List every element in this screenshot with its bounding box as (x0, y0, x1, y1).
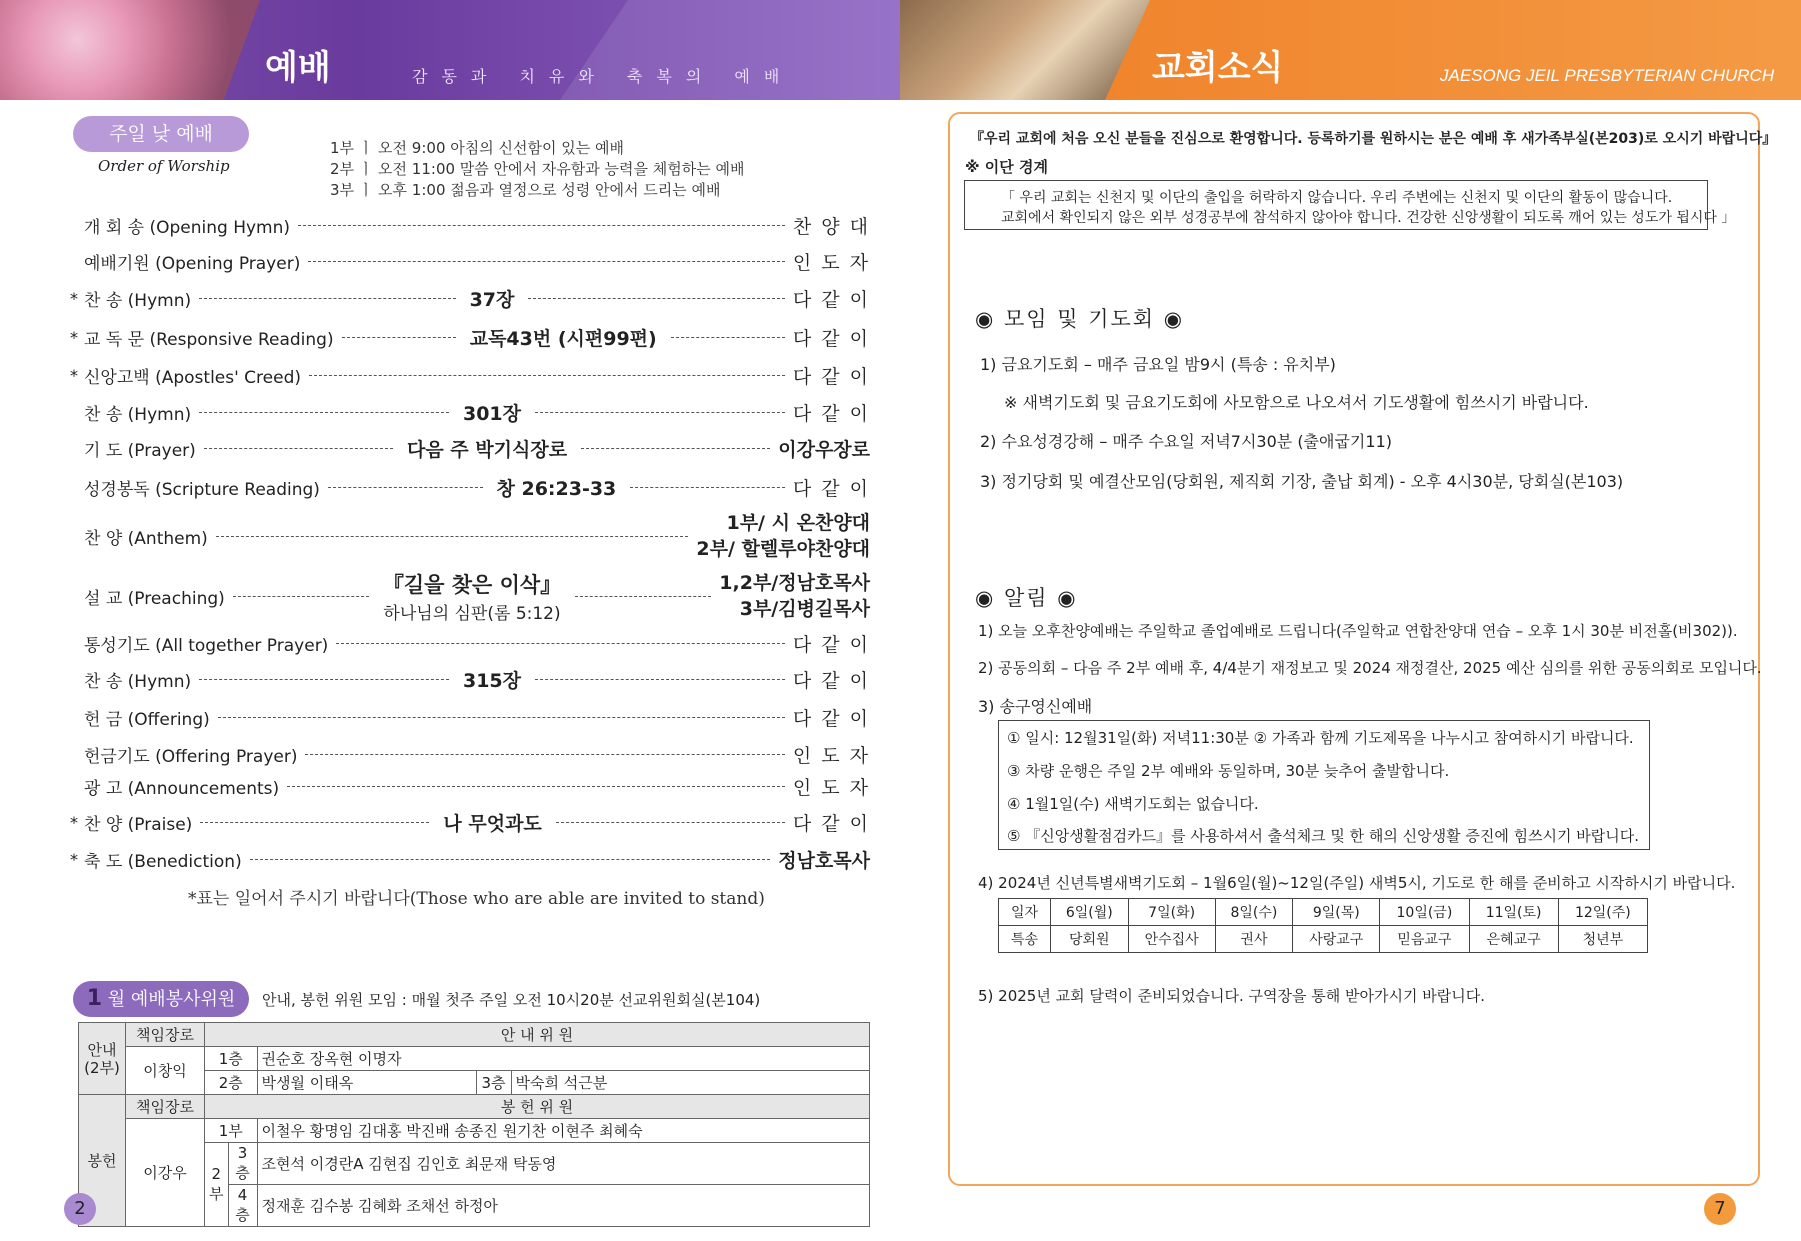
worship-item-name: 찬 양 (Anthem) (84, 528, 208, 549)
guide-head: 안 내 위 원 (205, 1023, 870, 1047)
heresy-line-1: 「 우리 교회는 신천지 및 이단의 출입을 허락하지 않습니다. 우리 주변에는 신천지 및 이단의 활동이 많습니다. (1001, 190, 1673, 206)
schedule-cell: 6일(월) (1050, 899, 1128, 926)
leader-line: 1부/ 시 온찬양대 (726, 512, 870, 534)
leader-dots (671, 337, 785, 338)
standing-note: *표는 일어서 주시기 바랍니다(Those who are able are invited to stand) (188, 889, 765, 909)
right-header-title: 교회소식 (1152, 49, 1284, 87)
leader-dots (199, 679, 449, 680)
part-2-floor-3: 3층 (228, 1143, 257, 1185)
offer-elder: 이강우 (126, 1119, 205, 1227)
leader-dots (287, 786, 785, 787)
schedule-cell: 9일(목) (1293, 899, 1380, 926)
worship-item-detail: 301장 (462, 402, 521, 425)
worship-item (70, 769, 870, 803)
worship-item-leader (719, 570, 870, 622)
schedule-cell: 7일(화) (1128, 899, 1215, 926)
floor-3-names: 박숙희 석근분 (511, 1071, 870, 1095)
meeting-2: 2) 수요성경강해 – 매주 수요일 저녁7시30분 (출애굽기11) (980, 432, 1392, 451)
notice-2: 2) 공동의회 – 다음 주 2부 예배 후, 4/4분기 재정보고 및 2024 재정결산, 2025 예산 심의를 위한 공동의회로 모입니다. (978, 659, 1762, 677)
volunteers-table (78, 1022, 870, 1227)
leader-dots (233, 596, 369, 597)
left-header-banner (0, 0, 900, 100)
leader-line: 2부/ 할렐루야찬양대 (696, 538, 870, 560)
worship-item-leader: 이강우장로 (778, 438, 871, 461)
newyear-box (998, 720, 1650, 850)
part-2-floor-4-names: 정재훈 김수봉 김혜화 조채선 하정아 (257, 1185, 870, 1227)
worship-item-leader: 다 같 이 (792, 365, 870, 388)
schedule-cell: 사랑교구 (1293, 926, 1380, 953)
worship-item-name: 찬 송 (Hymn) (84, 671, 192, 692)
order-of-worship-label: Order of Worship (98, 157, 230, 175)
worship-item-leader: 찬 양 대 (792, 215, 870, 238)
leader-line: 1,2부/정남호목사 (719, 572, 871, 594)
worship-item (70, 842, 870, 876)
worship-item-detail (377, 569, 567, 624)
worship-item (70, 358, 870, 392)
worship-item-name: 설 교 (Preaching) (84, 588, 225, 609)
church-name: JAESONG JEIL PRESBYTERIAN CHURCH (1440, 66, 1775, 85)
leader-dots (342, 337, 456, 338)
worship-item (70, 281, 870, 315)
worship-item-name: 헌 금 (Offering) (84, 709, 210, 730)
worship-item-leader: 다 같 이 (792, 633, 870, 656)
stand-mark: * (70, 365, 78, 385)
welcome-text: 『우리 교회에 처음 오신 분들을 진심으로 환영합니다. 등록하기를 원하시는 분은 예배 후 새가족부실(본203)로 오시기 바랍니다』 (970, 131, 1777, 147)
worship-item-leader: 인 도 자 (792, 251, 870, 274)
leader-dots (328, 487, 483, 488)
newyear-1: ① 일시: 12월31일(화) 저녁11:30분 ② 가족과 함께 기도제목을 나누시고 참여하시기 바랍니다. (1007, 729, 1634, 747)
schedule-cell: 안수집사 (1128, 926, 1215, 953)
meeting-3: 3) 정기당회 및 예결산모임(당회원, 제직회 기장, 출납 회계) - 오후 4시30분, 당회실(본103) (980, 472, 1624, 491)
offer-group: 봉헌 (79, 1095, 126, 1227)
schedule-cell: 은혜교구 (1469, 926, 1558, 953)
service-time-2: 2부 ㅣ 오전 11:00 말씀 안에서 자유함과 능력을 체험하는 예배 (330, 160, 745, 178)
leader-dots (308, 261, 785, 262)
volunteers-desc: 안내, 봉헌 위원 모임 : 매월 첫주 주일 오전 10시20분 선교위원회실(본104) (262, 991, 761, 1009)
guide-group: 안내 (2부) (79, 1023, 126, 1095)
leader-dots (200, 822, 429, 823)
service-time-1: 1부 ㅣ 오전 9:00 아침의 신선함이 있는 예배 (330, 139, 624, 157)
leader-dots (218, 717, 785, 718)
notice-1: 1) 오늘 오후찬양예배는 주일학교 졸업예배로 드립니다(주일학교 연합찬양대 연습 – 오후 1시 30분 비전홀(비302)). (978, 622, 1738, 640)
leader-dots (216, 536, 689, 537)
worship-item (70, 208, 870, 242)
prayer-schedule-table (998, 898, 1648, 953)
part-2-floor-3-names: 조현석 이경란A 김현집 김인호 최문재 탁동영 (257, 1143, 870, 1185)
newyear-2: ③ 차량 운행은 주일 2부 예배와 동일하며, 30분 늦추어 출발합니다. (1007, 762, 1450, 780)
worship-item-name: 교 독 문 (Responsive Reading) (84, 329, 334, 350)
worship-item-leader: 인 도 자 (792, 776, 870, 799)
left-header-subtitle: 감동과 치유와 축복의 예배 (412, 67, 794, 86)
worship-item (70, 662, 870, 696)
newyear-4: ⑤ 『신앙생활점검카드』를 사용하셔서 출석체크 및 한 해의 신앙생활 증진에 힘쓰시기 바랍니다. (1007, 827, 1640, 845)
worship-item-detail: 창 26:23-33 (496, 477, 617, 500)
schedule-cell: 일자 (999, 899, 1051, 926)
leader-dots (630, 487, 785, 488)
leader-line: 3부/김병길목사 (739, 598, 871, 620)
schedule-cell: 10일(금) (1380, 899, 1469, 926)
worship-item-leader: 다 같 이 (792, 288, 870, 311)
worship-item-name: 찬 송 (Hymn) (84, 404, 192, 425)
worship-item-detail: 다음 주 박기식장로 (406, 438, 568, 461)
floor-3: 3층 (476, 1071, 511, 1095)
worship-item-name: 개 회 송 (Opening Hymn) (84, 217, 291, 238)
guide-elder: 이창익 (126, 1047, 205, 1095)
stand-mark: * (70, 849, 78, 869)
leader-dots (199, 412, 449, 413)
right-header-banner (900, 0, 1801, 100)
leader-dots (336, 643, 785, 644)
page-number-left: 2 (64, 1193, 96, 1225)
worship-item-name: 축 도 (Benediction) (84, 851, 242, 872)
leader-dots (250, 859, 771, 860)
volunteers-month: 1 (86, 986, 103, 1011)
leader-dots (556, 822, 785, 823)
stand-mark: * (70, 288, 78, 308)
page-number-right: 7 (1704, 1193, 1736, 1225)
sunday-worship-pill: 주일 낮 예배 (73, 116, 249, 152)
worship-item-name: 통성기도 (All together Prayer) (84, 635, 329, 656)
worship-item (70, 470, 870, 504)
worship-item-leader: 다 같 이 (792, 669, 870, 692)
worship-item (70, 510, 870, 562)
worship-item-leader: 다 같 이 (792, 812, 870, 835)
leader-dots (581, 448, 770, 449)
schedule-cell: 당회원 (1050, 926, 1128, 953)
worship-item-leader: 다 같 이 (792, 327, 870, 350)
worship-item-name: 헌금기도 (Offering Prayer) (84, 746, 298, 767)
leader-dots (528, 298, 784, 299)
schedule-cell: 권사 (1215, 926, 1293, 953)
worship-item-name: 신앙고백 (Apostles' Creed) (84, 367, 302, 388)
worship-item (70, 626, 870, 660)
special-prayer: 4) 2024년 신년특별새벽기도회 – 1월6일(월)~12일(주일) 새벽5시, 기도로 한 해를 준비하고 시작하시기 바랍니다. (978, 874, 1736, 892)
part-1-names: 이철우 황명임 김대홍 박진배 송종진 원기찬 이현주 최혜숙 (257, 1119, 870, 1143)
service-time-3: 3부 ㅣ 오후 1:00 젊음과 열정으로 성령 안에서 드리는 예배 (330, 181, 721, 199)
stand-mark: * (70, 327, 78, 347)
leader-dots (199, 298, 455, 299)
heresy-line-2: 교회에서 확인되지 않은 외부 성경공부에 참석하지 않아야 합니다. 건강한 신앙생활이 되도록 깨어 있는 성도가 됩시다 」 (1001, 210, 1736, 226)
offer-elder-head: 책임장로 (126, 1095, 205, 1119)
worship-item-leader: 다 같 이 (792, 477, 871, 500)
schedule-cell: 청년부 (1558, 926, 1647, 953)
worship-item-leader: 인 도 자 (792, 744, 870, 767)
worship-item (70, 431, 870, 465)
part-2-floor-4: 4층 (228, 1185, 257, 1227)
part-1: 1부 (205, 1119, 258, 1143)
schedule-row-special (999, 926, 1648, 953)
schedule-cell: 12일(주) (1558, 899, 1647, 926)
worship-item-leader: 다 같 이 (792, 402, 870, 425)
worship-item (70, 395, 870, 429)
floor-2-names: 박생월 이태옥 (257, 1071, 476, 1095)
stand-mark: * (70, 812, 78, 832)
news-frame (948, 112, 1760, 1186)
volunteers-title: 월 예배봉사위원 (107, 989, 236, 1010)
schedule-cell: 특송 (999, 926, 1051, 953)
worship-item-detail: 315장 (462, 669, 521, 692)
worship-item-detail: 37장 (469, 288, 515, 311)
worship-item-leader: 다 같 이 (792, 707, 870, 730)
worship-item-name: 광 고 (Announcements) (84, 778, 280, 799)
leader-dots (309, 375, 785, 376)
leader-dots (305, 754, 784, 755)
worship-item-name: 성경봉독 (Scripture Reading) (84, 479, 320, 500)
worship-item (70, 737, 870, 771)
offer-head: 봉 헌 위 원 (205, 1095, 870, 1119)
notice-title: ◉ 알림 ◉ (975, 586, 1078, 610)
volunteers-pill (73, 981, 249, 1017)
worship-item-name: 기 도 (Prayer) (84, 440, 196, 461)
notice-3: 3) 송구영신예배 (978, 697, 1093, 716)
worship-item (70, 320, 870, 354)
leader-dots (204, 448, 393, 449)
worship-item (70, 700, 870, 734)
worship-item (70, 565, 870, 627)
guide-elder-head: 책임장로 (126, 1023, 205, 1047)
floor-2: 2층 (205, 1071, 258, 1095)
leader-dots (575, 596, 711, 597)
sermon-title: 『길을 찾은 이삭』 (382, 572, 562, 597)
calendar-notice: 5) 2025년 교회 달력이 준비되었습니다. 구역장을 통해 받아가시기 바랍니다. (978, 987, 1485, 1005)
leader-dots (298, 225, 785, 226)
worship-item-name: 찬 양 (Praise) (84, 814, 193, 835)
part-2: 2부 (205, 1143, 229, 1227)
schedule-row-dates (999, 899, 1648, 926)
flower-photo (0, 0, 260, 100)
leader-dots (535, 679, 785, 680)
worship-item-leader: 정남호목사 (778, 849, 870, 872)
meetings-title: ◉ 모임 및 기도회 ◉ (975, 307, 1185, 331)
newyear-3: ④ 1월1일(수) 새벽기도회는 없습니다. (1007, 795, 1259, 813)
schedule-cell: 11일(토) (1469, 899, 1558, 926)
leader-dots (535, 412, 785, 413)
worship-item (70, 805, 870, 839)
worship-item-name: 예배기원 (Opening Prayer) (84, 253, 301, 274)
schedule-cell: 8일(수) (1215, 899, 1293, 926)
heresy-box (964, 180, 1736, 230)
worship-item (70, 244, 870, 278)
meeting-1: 1) 금요기도회 – 매주 금요일 밤9시 (특송 : 유치부) (980, 355, 1336, 374)
floor-1: 1층 (205, 1047, 258, 1071)
worship-item-leader (696, 510, 870, 562)
sermon-scripture: 하나님의 심판(롬 5:12) (383, 603, 561, 624)
left-header-title: 예배 (265, 49, 331, 87)
desk-photo (900, 0, 1150, 100)
floor-1-names: 권순호 장옥현 이명자 (257, 1047, 870, 1071)
worship-item-detail: 나 무엇과도 (443, 812, 542, 835)
worship-item-detail: 교독43번 (시편99편) (469, 327, 657, 350)
worship-item-name: 찬 송 (Hymn) (84, 290, 192, 311)
schedule-cell: 믿음교구 (1380, 926, 1469, 953)
heresy-title: ※ 이단 경계 (965, 158, 1048, 176)
meeting-note: ※ 새벽기도회 및 금요기도회에 사모함으로 나오셔서 기도생활에 힘쓰시기 바랍니다. (1004, 393, 1589, 412)
